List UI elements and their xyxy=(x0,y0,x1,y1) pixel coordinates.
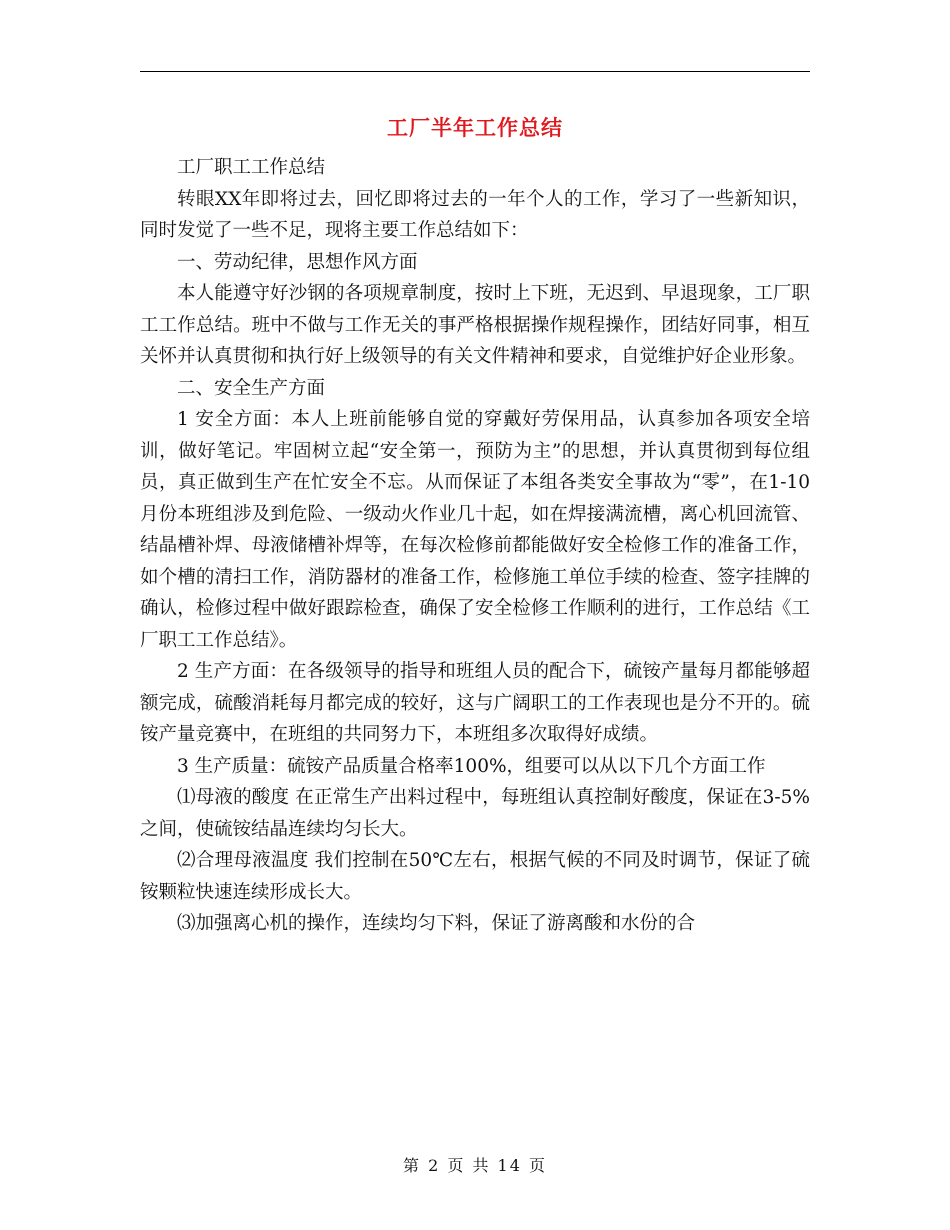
paragraph-discipline: 本人能遵守好沙钢的各项规章制度，按时上下班，无迟到、早退现象，工厂职工工作总结。班中不做与工作无关的事严格根据操作规程操作，团结好同事，相互关怀并认真贯彻和执行好上级领导的有关文件精神和要求，自觉维护好企业形象。 xyxy=(140,283,810,367)
list-item-temperature: ⑵合理母液温度 我们控制在50℃左右，根据气候的不同及时调节，保证了硫铵颗粒快速连续形成长大。 xyxy=(140,850,810,903)
section-heading-discipline: 一、劳动纪律，思想作风方面 xyxy=(177,251,418,273)
section-heading-safety-production: 二、安全生产方面 xyxy=(177,377,326,399)
paragraph-safety: 1 安全方面：本人上班前能够自觉的穿戴好劳保用品，认真参加各项安全培训，做好笔记。牢固树立起“安全第一，预防为主”的思想，并认真贯彻到每位组员，真正做到生产在忙安全不忘。从而保证了本组各类安全事故为“零”，在1-10月份本班组涉及到危险、一级动火作业几十起，如在焊接满流槽，离心机回流管、结晶槽补焊、母液储槽补焊等，在每次检修前都能做好安全检修工作的准备工作，如个槽的清扫工作，消防器材的准备工作，检修施工单位手续的检查、签字挂牌的确认，检修过程中做好跟踪检查，确保了安全检修工作顺利的进行，工作总结《工厂职工工作总结》。 xyxy=(140,409,810,651)
paragraph-subtitle: 工厂职工工作总结 xyxy=(177,157,326,178)
list-item-acidity: ⑴母液的酸度 在正常生产出料过程中，每班组认真控制好酸度，保证在3-5%之间，使硫铵结晶连续均匀长大。 xyxy=(140,787,810,840)
paragraph-quality: 3 生产质量：硫铵产品质量合格率100%，组要可以从以下几个方面工作 xyxy=(177,755,766,777)
paragraph-intro: 转眼XX年即将过去，回忆即将过去的一年个人的工作，学习了一些新知识，同时发觉了一些不足，现将主要工作总结如下： xyxy=(140,188,810,241)
document-body xyxy=(140,152,810,940)
paragraph-production: 2 生产方面：在各级领导的指导和班组人员的配合下，硫铵产量每月都能够超额完成，硫酸消耗每月都完成的较好，这与广阔职工的工作表现也是分不开的。硫铵产量竞赛中，在班组的共同努力下，本班组多次取得好成绩。 xyxy=(140,661,810,745)
document-title: 工厂半年工作总结 xyxy=(387,116,563,140)
page-number: 第 2 页 共 14 页 xyxy=(403,1156,547,1175)
header-rule xyxy=(140,71,810,72)
list-item-centrifuge: ⑶加强离心机的操作，连续均匀下料，保证了游离酸和水份的合 xyxy=(177,913,696,934)
